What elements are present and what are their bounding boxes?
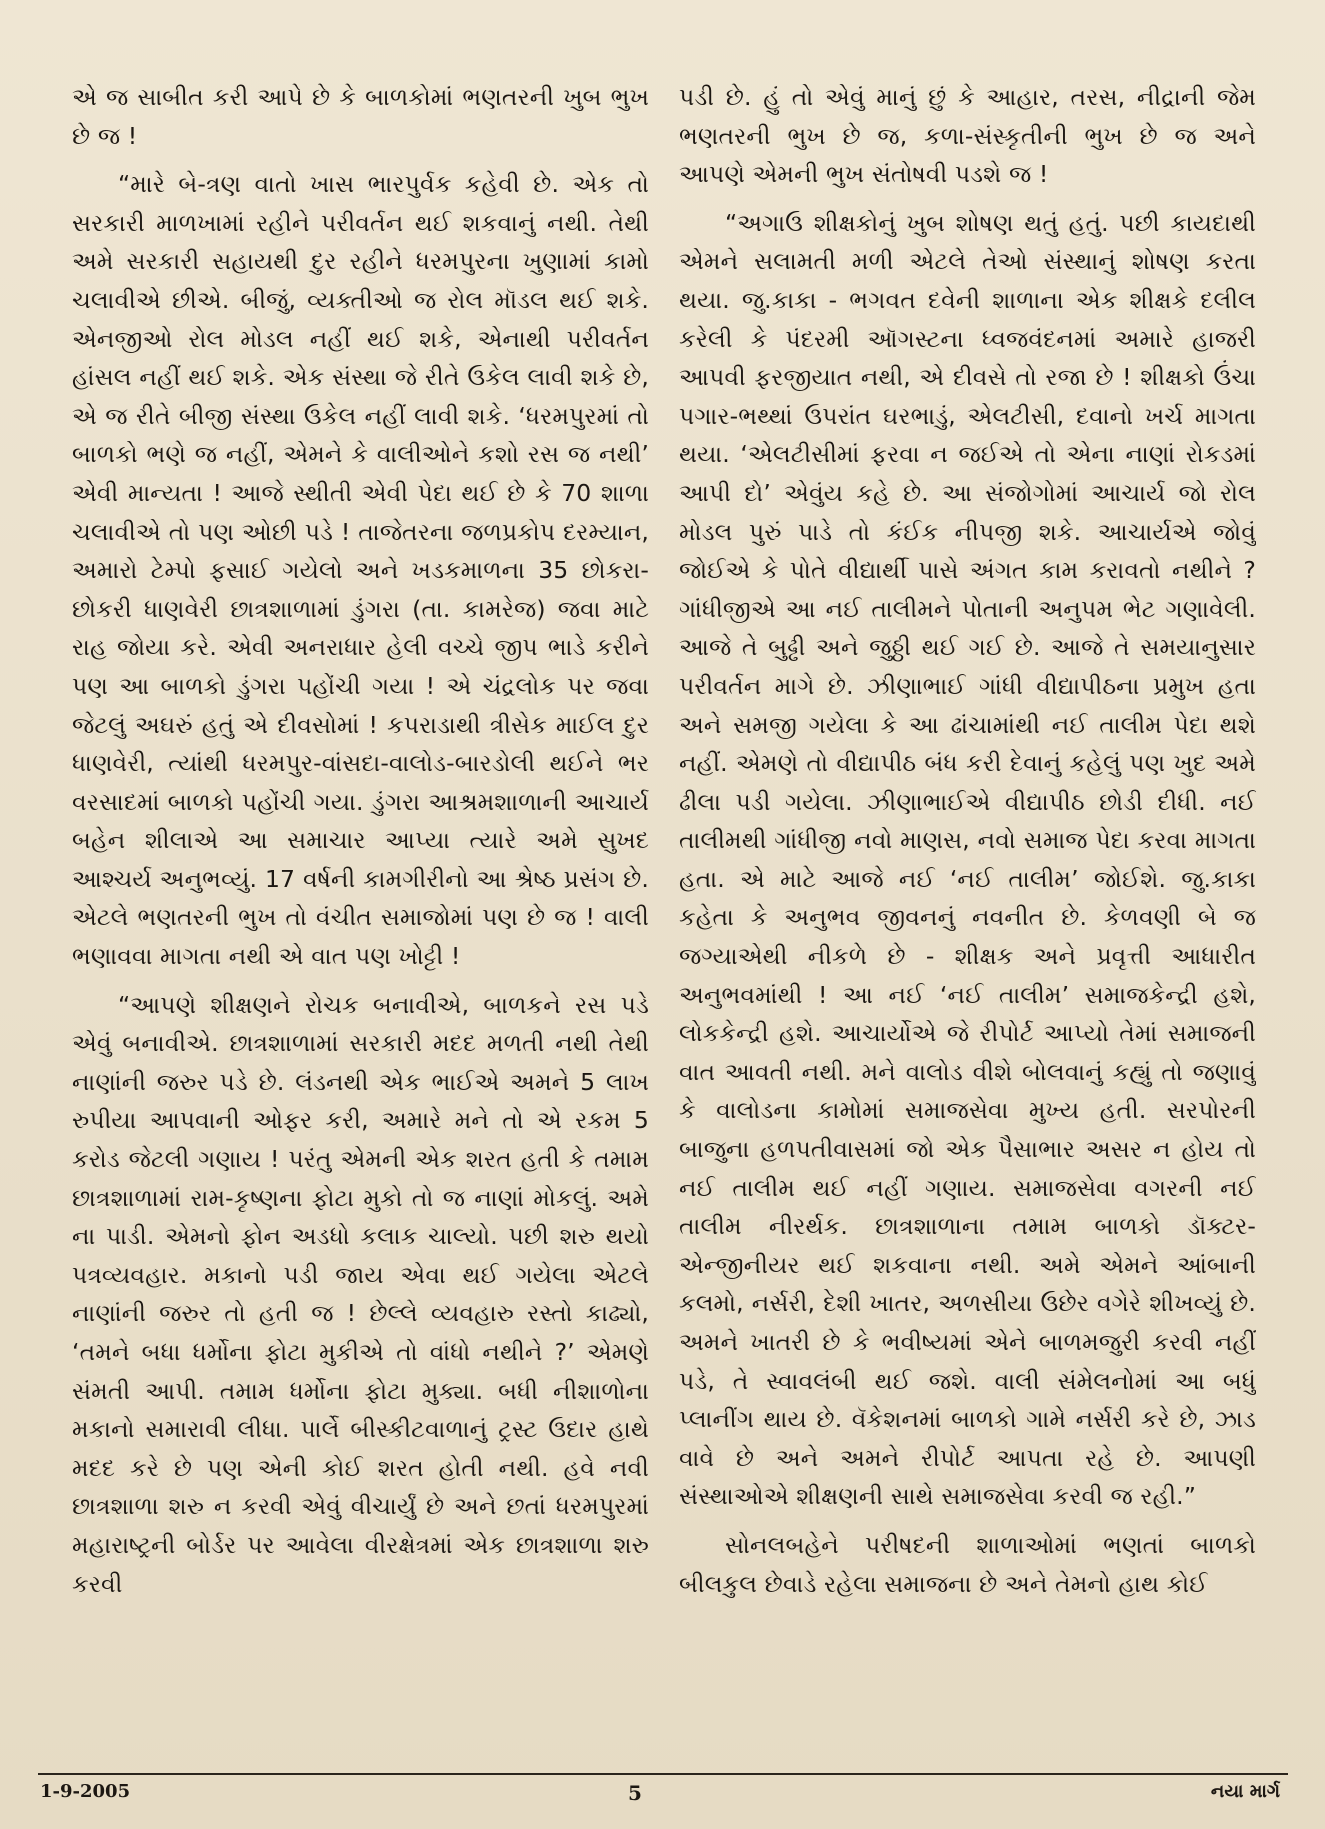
page-number: 5 xyxy=(628,1781,642,1805)
footer-date: 1-9-2005 xyxy=(40,1781,131,1802)
page-footer xyxy=(38,1773,1288,1809)
left-column xyxy=(72,78,649,1718)
paragraph: “આપણે શીક્ષણને રોચક બનાવીએ, બાળકને રસ પડે એવું બનાવીએ. છાત્રશાળામાં સરકારી મદદ મળતી નથી તેથી નાણાંની જરુર પડે છે. લંડનથી એક ભાઈએ અમને 5 લાખ રુપીયા આપવાની ઓફર કરી, અમારે મને તો એ રકમ 5 કરોડ જેટલી ગણાય ! પરંતુ એમની એક શરત હતી કે તમામ છાત્રશાળામાં રામ-કૃષ્ણના ફોટા મુકો તો જ નાણાં મોકલું. અમે ના પાડી. એમનો ફોન અડધો કલાક ચાલ્યો. પછી શરુ થયો પત્રવ્યવહાર. મકાનો પડી જાય એવા થઈ ગયેલા એટલે નાણાંની જરુર તો હતી જ ! છેલ્લે વ્યવહારુ રસ્તો કાઢ્યો, ‘તમને બધા ધર્મોના ફોટા મુકીએ તો વાંધો નથીને ?’ એમણે સંમતી આપી. તમામ ધર્મોના ફોટા મુક્યા. બધી નીશાળોના મકાનો સમારાવી લીધા. પાર્લે બીસ્કીટવાળાનું ટ્રસ્ટ ઉદાર હાથે મદદ કરે છે પણ એની કોઈ શરત હોતી નથી. હવે નવી છાત્રશાળા શરુ ન કરવી એવું વીચાર્યું છે અને છતાં ધરમપુરમાં મહારાષ્ટ્રની બોર્ડર પર આવેલા વીરક્ષેત્રમાં એક છાત્રશાળા શરુ કરવી xyxy=(72,990,649,1598)
publication-name: નયા માર્ગ xyxy=(1210,1781,1280,1802)
paragraph: પડી છે. હું તો એવું માનું છું કે આહાર, તરસ, નીદ્રાની જેમ ભણતરની ભુખ છે જ, કળા-સંસ્કૃતીની ભુખ છે જ અને આપણે એમની ભુખ સંતોષવી પડશે જ ! xyxy=(679,83,1256,189)
right-column xyxy=(679,78,1256,1718)
footer-divider xyxy=(38,1773,1288,1775)
paragraph: “અગાઉ શીક્ષકોનું ખુબ શોષણ થતું હતું. પછી કાયદાથી એમને સલામતી મળી એટલે તેઓ સંસ્થાનું શોષણ કરતા થયા. જુ.કાકા - ભગવત દવેની શાળાના એક શીક્ષકે દલીલ કરેલી કે પંદરમી ઑગસ્ટના ધ્વજવંદનમાં અમારે હાજરી આપવી ફરજીયાત નથી, એ દીવસે તો રજા છે ! શીક્ષકો ઉંચા પગાર-ભથ્થાં ઉપરાંત ઘરભાડું, એલટીસી, દવાનો ખર્ચ માગતા થયા. ‘એલટીસીમાં ફરવા ન જઈએ તો એના નાણાં રોકડમાં આપી દો’ એવુંય કહે છે. આ સંજોગોમાં આચાર્ય જો રોલ મોડલ પુરું પાડે તો કંઈક નીપજી શકે. આચાર્યએ જોવું જોઈએ કે પોતે વીદ્યાર્થી પાસે અંગત કામ કરાવતો નથીને ? ગાંધીજીએ આ નઈ તાલીમને પોતાની અનુપમ ભેટ ગણાવેલી. આજે તે બુઢ્ઢી અને જુઠ્ઠી થઈ ગઈ છે. આજે તે સમયાનુસાર પરીવર્તન માગે છે. ઝીણાભાઈ ગાંધી વીદ્યાપીઠના પ્રમુખ હતા અને સમજી ગયેલા કે આ ઢાંચામાંથી નઈ તાલીમ પેદા થશે નહીં. એમણે તો વીદ્યાપીઠ બંધ કરી દેવાનું કહેલું પણ ખુદ અમે ઢીલા પડી ગયેલા. ઝીણાભાઈએ વીદ્યાપીઠ છોડી દીધી. નઈ તાલીમથી ગાંધીજી નવો માણસ, નવો સમાજ પેદા કરવા માગતા હતા. એ માટે આજે નઈ ‘નઈ તાલીમ’ જોઈશે. જુ.કાકા કહેતા કે અનુભવ જીવનનું નવનીત છે. કેળવણી બે જ જગ્યાએથી નીકળે છે - શીક્ષક અને પ્રવૃત્તી આધારીત અનુભવમાંથી ! આ નઈ ‘નઈ તાલીમ’ સમાજકેન્દ્રી હશે, લોકકેન્દ્રી હશે. આચાર્યોએ જે રીપોર્ટ આપ્યો તેમાં સમાજની વાત આવતી નથી. મને વાલોડ વીશે બોલવાનું કહ્યું તો જણાવું કે વાલોડના કામોમાં સમાજસેવા મુખ્ય હતી. સરપોરની બાજુના હળપતીવાસમાં જો એક પૈસાભાર અસર ન હોય તો નઈ તાલીમ થઈ નહીં ગણાય. સમાજસેવા વગરની નઈ તાલીમ નીરર્થક. છાત્રશાળાના તમામ બાળકો ડૉક્ટર-એન્જીનીયર થઈ શકવાના નથી. અમે એમને આંબાની કલમો, નર્સરી, દેશી ખાતર, અળસીયા ઉછેર વગેરે શીખવ્યું છે. અમને ખાતરી છે કે ભવીષ્યમાં એને બાળમજુરી કરવી નહીં પડે, તે સ્વાવલંબી થઈ જશે. વાલી સંમેલનોમાં આ બધું પ્લાનીંગ થાય છે. વૅકેશનમાં બાળકો ગામે નર્સરી કરે છે, ઝાડ વાવે છે અને અમને રીપોર્ટ આપતા રહે છે. આપણી સંસ્થાઓએ શીક્ષણની સાથે સમાજસેવા કરવી જ રહી.” xyxy=(679,208,1256,1511)
paragraph: એ જ સાબીત કરી આપે છે કે બાળકોમાં ભણતરની ખુબ ભુખ છે જ ! xyxy=(72,83,649,150)
paragraph: “મારે બે-ત્રણ વાતો ખાસ ભારપુર્વક કહેવી છે. એક તો સરકારી માળખામાં રહીને પરીવર્તન થઈ શકવાનું નથી. તેથી અમે સરકારી સહાયથી દુર રહીને ધરમપુરના ખુણામાં કામો ચલાવીએ છીએ. બીજું, વ્યક્તીઓ જ રોલ મૉડલ થઈ શકે. એનજીઓ રોલ મોડલ નહીં થઈ શકે, એનાથી પરીવર્તન હાંસલ નહીં થઈ શકે. એક સંસ્થા જે રીતે ઉકેલ લાવી શકે છે, એ જ રીતે બીજી સંસ્થા ઉકેલ નહીં લાવી શકે. ‘ધરમપુરમાં તો બાળકો ભણે જ નહીં, એમને કે વાલીઓને કશો રસ જ નથી’ એવી માન્યતા ! આજે સ્થીતી એવી પેદા થઈ છે કે 70 શાળા ચલાવીએ તો પણ ઓછી પડે ! તાજેતરના જળપ્રકોપ દરમ્યાન, અમારો ટેમ્પો ફસાઈ ગયેલો અને ખડકમાળના 35 છોકરા-છોકરી ધાણવેરી છાત્રશાળામાં ડુંગરા (તા. કામરેજ) જવા માટે રાહ જોયા કરે. એવી અનરાધાર હેલી વચ્ચે જીપ ભાડે કરીને પણ આ બાળકો ડુંગરા પહોંચી ગયા ! એ ચંદ્રલોક પર જવા જેટલું અઘરું હતું એ દીવસોમાં ! કપરાડાથી ત્રીસેક માઈલ દુર ધાણવેરી, ત્યાંથી ધરમપુર-વાંસદા-વાલોડ-બારડોલી થઈને ભર વરસાદમાં બાળકો પહોંચી ગયા. ડુંગરા આશ્રમશાળાની આચાર્ય બહેન શીલાએ આ સમાચાર આપ્યા ત્યારે અમે સુખદ આશ્ચર્ય અનુભવ્યું. 17 વર્ષની કામગીરીનો આ શ્રેષ્ઠ પ્રસંગ છે. એટલે ભણતરની ભુખ તો વંચીત સમાજોમાં પણ છે જ ! વાલી ભણાવવા માગતા નથી એ વાત પણ ખોટ્ટી ! xyxy=(72,170,649,971)
text-columns xyxy=(72,78,1257,1718)
paragraph: સોનલબહેને પરીષદની શાળાઓમાં ભણતાં બાળકો બીલકુલ છેવાડે રહેલા સમાજના છે અને તેમનો હાથ કોઈ xyxy=(679,1530,1256,1598)
